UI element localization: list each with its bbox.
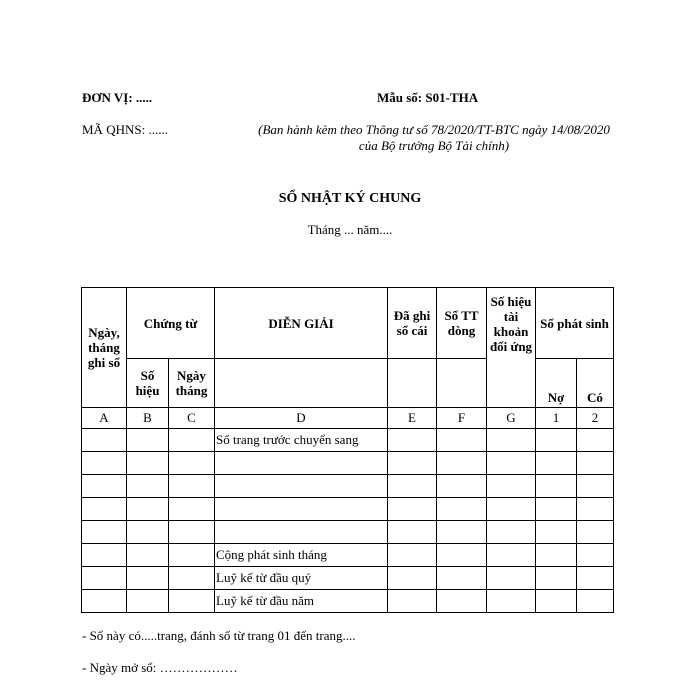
- unit-label: ĐƠN VỊ: .....: [82, 90, 153, 105]
- table-row: [82, 452, 614, 475]
- pages-note: - Sổ này có.....trang, đánh số từ trang 01 đến trang....: [82, 628, 356, 643]
- table-row: [82, 498, 614, 521]
- row-description: Số trang trước chuyển sang: [215, 429, 388, 452]
- letter-row: [82, 408, 614, 429]
- col-line-no-header: Số TT dòng: [437, 288, 487, 359]
- row-description: [215, 498, 388, 521]
- table-row: [82, 590, 614, 613]
- journal-table: [81, 287, 614, 613]
- col-description-header: DIỄN GIẢI: [215, 288, 388, 359]
- row-description: Luỹ kế từ đầu quý: [215, 567, 388, 590]
- col-credit-header: Có: [577, 359, 614, 408]
- col-posted-header: Đã ghi sổ cái: [388, 288, 437, 359]
- header-row-1: [82, 288, 614, 359]
- letter-cell: C: [169, 408, 215, 429]
- document-title: SỔ NHẬT KÝ CHUNG: [278, 191, 422, 206]
- letter-cell: G: [487, 408, 536, 429]
- col-voucher-date-header: Ngày tháng: [169, 359, 215, 408]
- col-voucher-no-header: Số hiệu: [127, 359, 169, 408]
- letter-cell: D: [215, 408, 388, 429]
- row-description: Cộng phát sinh tháng: [215, 544, 388, 567]
- col-date-header: Ngày, tháng ghi sổ: [82, 288, 127, 408]
- table-row: [82, 567, 614, 590]
- row-description: [215, 452, 388, 475]
- issue-note: [225, 122, 643, 154]
- posted-subheader-empty: [388, 359, 437, 408]
- description-subheader-empty: [215, 359, 388, 408]
- letter-cell: E: [388, 408, 437, 429]
- letter-cell: B: [127, 408, 169, 429]
- row-description: [215, 521, 388, 544]
- col-voucher-header: Chứng từ: [127, 288, 215, 359]
- table-row: [82, 429, 614, 452]
- period-line: Tháng ... năm....: [307, 222, 393, 237]
- col-account-header: Số hiệu tài khoản đối ứng: [487, 288, 536, 408]
- issue-note-line-2: của Bộ trưởng Bộ Tài chính): [358, 138, 510, 153]
- letter-cell: 2: [577, 408, 614, 429]
- open-date-note: - Ngày mở sổ: ………………: [82, 660, 238, 675]
- form-code: Mẫu số: S01-THA: [377, 90, 479, 105]
- letter-cell: F: [437, 408, 487, 429]
- line-no-subheader-empty: [437, 359, 487, 408]
- issue-note-line-1: (Ban hành kèm theo Thông tư số 78/2020/TT-BTC ngày 14/08/2020: [258, 122, 610, 137]
- letter-cell: A: [82, 408, 127, 429]
- table-row: [82, 544, 614, 567]
- row-description: Luỹ kế từ đầu năm: [215, 590, 388, 613]
- letter-cell: 1: [536, 408, 577, 429]
- qhns-label: MÃ QHNS: ......: [82, 122, 168, 137]
- row-description: [215, 475, 388, 498]
- col-debit-header: Nợ: [536, 359, 577, 408]
- col-amount-header: Số phát sinh: [536, 288, 614, 359]
- table-row: [82, 475, 614, 498]
- table-row: [82, 521, 614, 544]
